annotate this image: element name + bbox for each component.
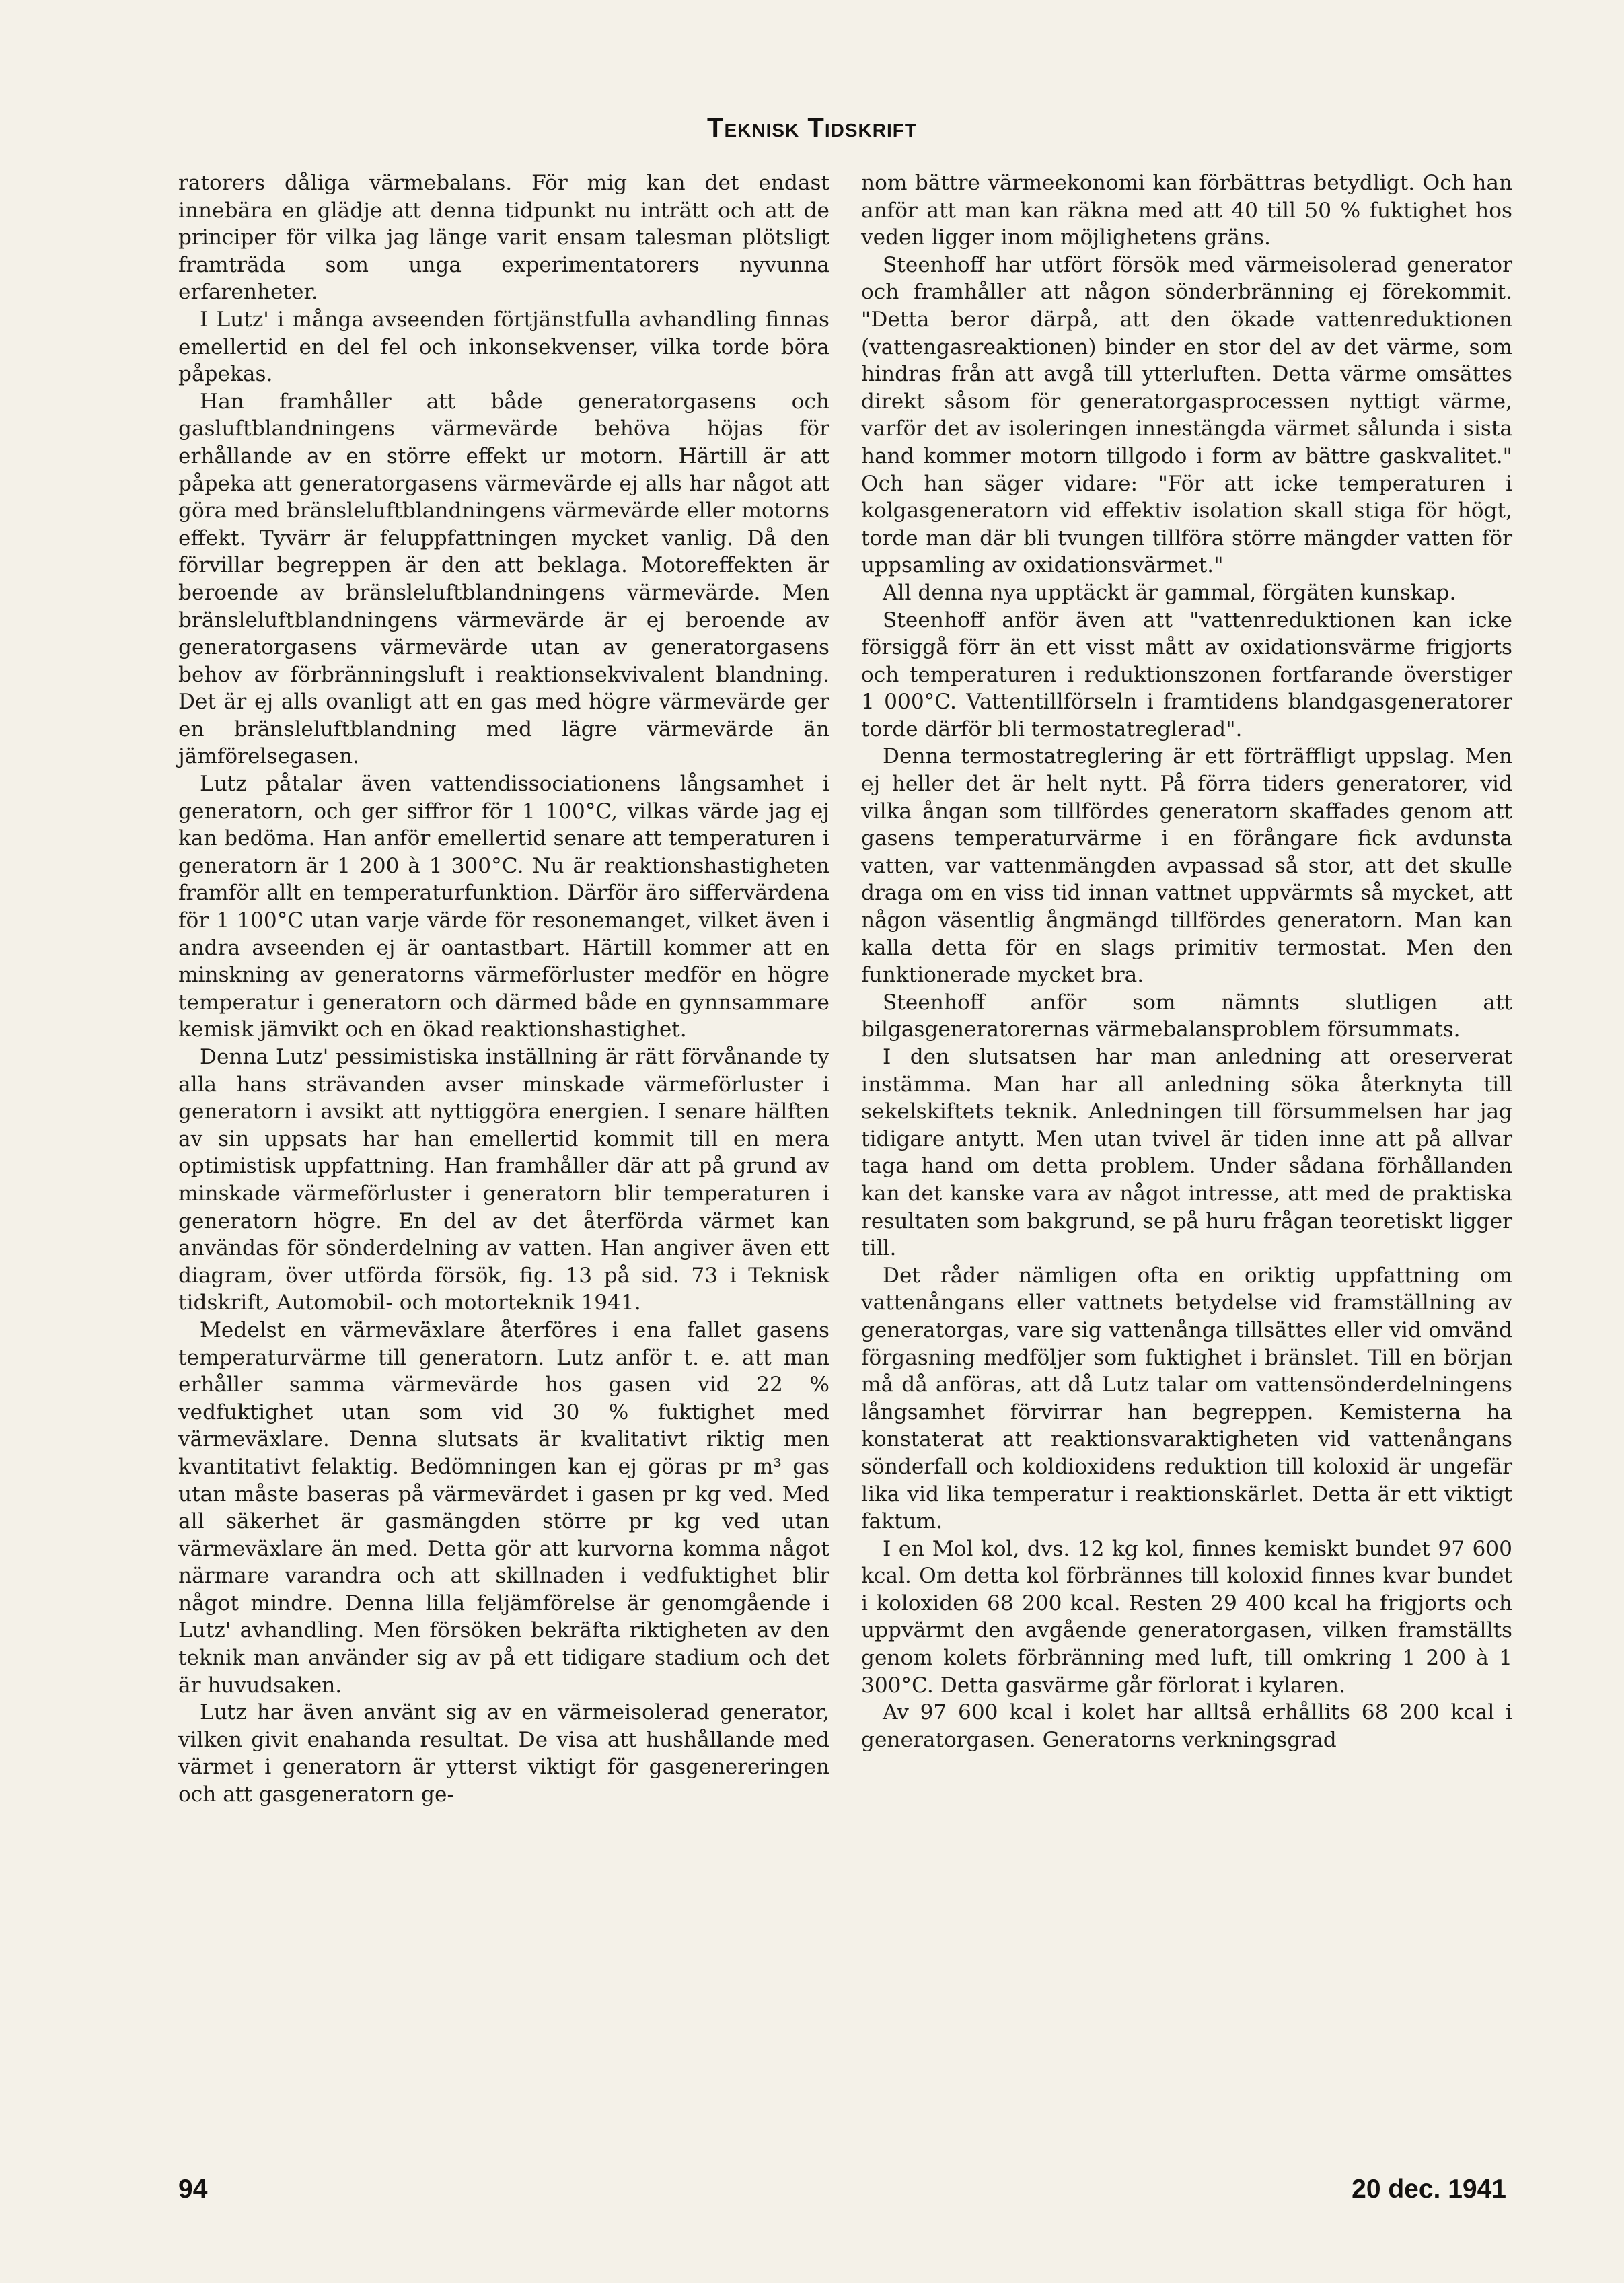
issue-date: 20 dec. 1941 (1352, 2175, 1506, 2204)
paragraph: Av 97 600 kcal i kolet har alltså erhållits 68 200 kcal i generatorgasen. Generatorns verkningsgrad (861, 1700, 1512, 1752)
paragraph: I en Mol kol, dvs. 12 kg kol, finnes kemiskt bundet 97 600 kcal. Om detta kol förbrännes till koloxid finnes kvar bundet i koloxiden 68 200 kcal. Resten 29 400 kcal ha frigjorts och uppvärmt den avgående generatorgasen, vilken framställts genom kolets förbränning med luft, till omkring 1 200 à 1 300°C. Detta gasvärme går förlorat i kylaren. (861, 1536, 1512, 1698)
paragraph: Steenhoff har utfört försök med värmeisolerad generator och framhåller att någon sönderbränning ej förekommit. "Detta beror därpå, att den ökade vattenreduktionen (vattengasreaktionen) binder en stor del av det värme, som hindras från att avgå till ytterluften. Detta värme omsättes direkt såsom för generatorgasprocessen nyttigt värme, varför det av isoleringen innestängda värmet sålunda i sista hand kommer motorn tillgodo i form av bättre gaskvalitet." Och han säger vidare: "För att icke temperaturen i kolgasgeneratorn vid effektiv isolation skall stiga för högt, torde man där bli tvungen tillföra större mängder vatten för uppsamling av oxidationsvärmet." (861, 252, 1512, 578)
paragraph: ratorers dåliga värmebalans. För mig kan det endast innebära en glädje att denna tidpunkt nu inträtt och att de principer för vilka jag länge varit ensam talesman plötsligt framträda som unga experimentatorers nyvunna erfarenheter. (178, 171, 829, 305)
paragraph: Han framhåller att både generatorgasens och gasluftblandningens värmevärde behöva höjas för erhållande av en större effekt ur motorn. Härtill är att påpeka att generatorgasens värmevärde ej alls har något att göra med bränsleluftblandningens värmevärde eller motorns effekt. Tyvärr är feluppfattningen mycket vanlig. Då den förvillar begreppen är den att beklaga. Motoreffekten är beroende av bränsleluftblandningens värmevärde. Men bränsleluftblandningens värmevärde är ej beroende av generatorgasens värmevärde utan av generatorgasens behov av förbränningsluft i reaktionsekvivalent blandning. Det är ej alls ovanligt att en gas med högre värmevärde ger en bränsleluftblandning med lägre värmevärde än jämförelsegasen. (178, 389, 829, 769)
paragraph: I den slutsatsen har man anledning att oreserverat instämma. Man har all anledning söka återknyta till sekelskiftets teknik. Anledningen till försummelsen har jag tidigare antytt. Men utan tvivel är tiden inne att på allvar taga hand om detta problem. Under sådana förhållanden kan det kanske vara av något intresse, att med de praktiska resultaten som bakgrund, se på huru frågan teoretiskt ligger till. (861, 1045, 1512, 1261)
paragraph: Steenhoff anför även att "vattenreduktionen kan icke försiggå förr än ett visst mått av oxidationsvärme frigjorts och temperaturen i reduktionszonen fortfarande överstiger 1 000°C. Vattentillförseln i framtidens blandgasgeneratorer torde därför bli termostatreglerad". (861, 608, 1512, 741)
paragraph: Det råder nämligen ofta en oriktig uppfattning om vattenångans eller vattnets betydelse vid framställning av generatorgas, vare sig vattenånga tillsättes eller vid omvänd förgasning medföljer som fuktighet i bränslet. Till en början må då anföras, att då Lutz talar om vattensönderdelningens långsamhet förvirrar han begreppen. Kemisterna ha konstaterat att reaktionsvaraktigheten vid vattenångans sönderfall och koldioxidens reduktion till koloxid är ungefär lika vid lika temperatur i reaktionskärlet. Detta är ett viktigt faktum. (861, 1263, 1512, 1534)
paragraph: nom bättre värmeekonomi kan förbättras betydligt. Och han anför att man kan räkna med att 40 till 50 % fuktighet hos veden ligger inom möjlighetens gräns. (861, 171, 1512, 250)
paragraph: Steenhoff anför som nämnts slutligen att bilgasgeneratorernas värmebalansproblem försummats. (861, 990, 1512, 1042)
right-column (861, 170, 1512, 2121)
page-number: 94 (178, 2175, 208, 2204)
paragraph: Lutz påtalar även vattendissociationens långsamhet i generatorn, och ger siffror för 1 100°C, vilkas värde jag ej kan bedöma. Han anför emellertid senare att temperaturen i generatorn är 1 200 à 1 300°C. Nu är reaktionshastigheten framför allt en temperaturfunktion. Därför äro siffervärdena för 1 100°C utan varje värde för resonemanget, vilket även i andra avseenden ej är oantastbart. Härtill kommer att en minskning av generatorns värmeförluster medför en högre temperatur i generatorn och därmed både en gynnsammare kemisk jämvikt och en ökad reaktionshastighet. (178, 772, 829, 1042)
paragraph: Medelst en värmeväxlare återföres i ena fallet gasens temperaturvärme till generatorn. Lutz anför t. e. att man erhåller samma värmevärde hos gasen vid 22 % vedfuktighet utan som vid 30 % fuktighet med värmeväxlare. Denna slutsats är kvalitativt riktig men kvantitativt felaktig. Bedömningen kan ej göras pr m³ gas utan måste baseras på värmevärdet i gasen pr kg ved. Med all säkerhet är gasmängden större pr kg ved utan värmeväxlare än med. Detta gör att kurvorna komma något närmare varandra och att skillnaden i vedfuktighet blir något mindre. Denna lilla feljämförelse är genomgående i Lutz' avhandling. Men försöken bekräfta riktigheten av den teknik man använder sig av på ett tidigare stadium och det är huvudsaken. (178, 1317, 829, 1698)
paragraph: Denna termostatreglering är ett förträffligt uppslag. Men ej heller det är helt nytt. På förra tiders generatorer, vid vilka ångan som tillfördes generatorn skaffades genom att gasens temperaturvärme i en förångare fick avdunsta vatten, var vattenmängden avpassad så stor, att det skulle draga om en viss tid innan vattnet uppvärmts så mycket, att någon väsentlig ångmängd tillfördes generatorn. Man kan kalla detta för en slags primitiv termostat. Men den funktionerade mycket bra. (861, 744, 1512, 988)
paragraph: Lutz har även använt sig av en värmeisolerad generator, vilken givit enahanda resultat. De visa att hushållande med värmet i generatorn är ytterst viktigt för gasgenereringen och att gasgeneratorn ge- (178, 1700, 829, 1807)
paragraph: I Lutz' i många avseenden förtjänstfulla avhandling finnas emellertid en del fel och inkonsekvenser, vilka torde böra påpekas. (178, 307, 829, 387)
journal-masthead: Teknisk Tidskrift (707, 113, 917, 143)
paragraph: All denna nya upptäckt är gammal, förgäten kunskap. (883, 580, 1456, 605)
left-column (178, 170, 829, 2121)
paragraph: Denna Lutz' pessimistiska inställning är rätt förvånande ty alla hans strävanden avser minskade värmeförluster i generatorn i avsikt att nyttiggöra energien. I senare hälften av sin uppsats har han emellertid kommit till en mera optimistisk uppfattning. Han framhåller där att på grund av minskade värmeförluster i generatorn blir temperaturen i generatorn högre. En del av det återförda värmet kan användas för sönderdelning av vatten. Han angiver även ett diagram, över utförda försök, fig. 13 på sid. 73 i Teknisk tidskrift, Automobil- och motorteknik 1941. (178, 1045, 829, 1315)
